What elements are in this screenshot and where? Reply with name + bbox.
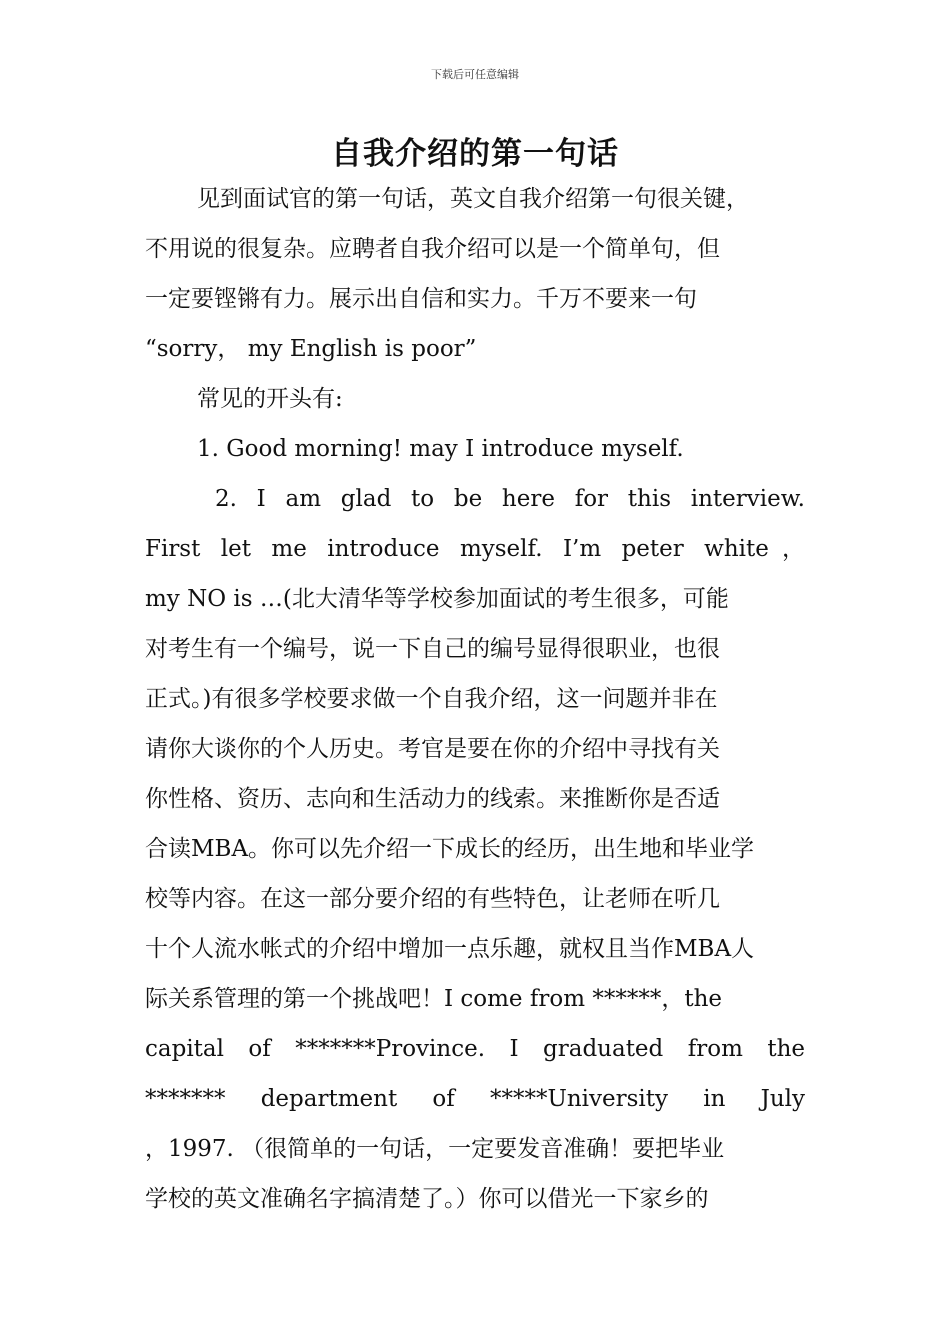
paragraph-line: 常见的开头有: <box>197 386 343 412</box>
list-item: 2. I am glad to be here for this interview. <box>215 486 805 512</box>
paragraph-line: 请你大谈你的个人历史。考官是要在你的介绍中寻找有关 <box>145 736 720 762</box>
paragraph-line: 际关系管理的第一个挑战吧！I come from ******，the <box>145 986 722 1012</box>
paragraph-line: 学校的英文准确名字搞清楚了。）你可以借光一下家乡的 <box>145 1186 709 1212</box>
list-item: 1. Good morning! may I introduce myself. <box>197 436 684 462</box>
paragraph-line: 不用说的很复杂。应聘者自我介绍可以是一个简单句，但 <box>145 236 720 262</box>
paragraph-line: my NO is …(北大清华等学校参加面试的考生很多，可能 <box>145 586 729 612</box>
paragraph-line: capital of *******Province. I graduated from the <box>145 1036 805 1062</box>
paragraph-line: ******* department of *****University in July <box>145 1086 805 1112</box>
paragraph-line: “sorry， my English is poor” <box>145 336 477 362</box>
paragraph-line: 你性格、资历、志向和生活动力的线索。来推断你是否适 <box>145 786 720 812</box>
paragraph-line: 合读MBA。你可以先介绍一下成长的经历，出生地和毕业学 <box>145 836 755 862</box>
paragraph-line: First let me introduce myself. I’m peter white， <box>145 536 805 562</box>
paragraph-line: 对考生有一个编号，说一下自己的编号显得很职业，也很 <box>145 636 720 662</box>
paragraph-line: 一定要铿锵有力。展示出自信和实力。千万不要来一句 <box>145 286 697 312</box>
paragraph-line: 正式。)有很多学校要求做一个自我介绍，这一问题并非在 <box>145 686 718 712</box>
header-note: 下载后可任意编辑 <box>431 68 519 81</box>
page-title: 自我介绍的第一句话 <box>331 136 619 172</box>
paragraph-line: 十个人流水帐式的介绍中增加一点乐趣，就权且当作MBA人 <box>145 936 755 962</box>
paragraph-line: 见到面试官的第一句话，英文自我介绍第一句很关键， <box>197 186 749 212</box>
paragraph-line: ，1997. （很简单的一句话，一定要发音准确！要把毕业 <box>145 1136 725 1162</box>
paragraph-line: 校等内容。在这一部分要介绍的有些特色，让老师在听几 <box>145 886 720 912</box>
